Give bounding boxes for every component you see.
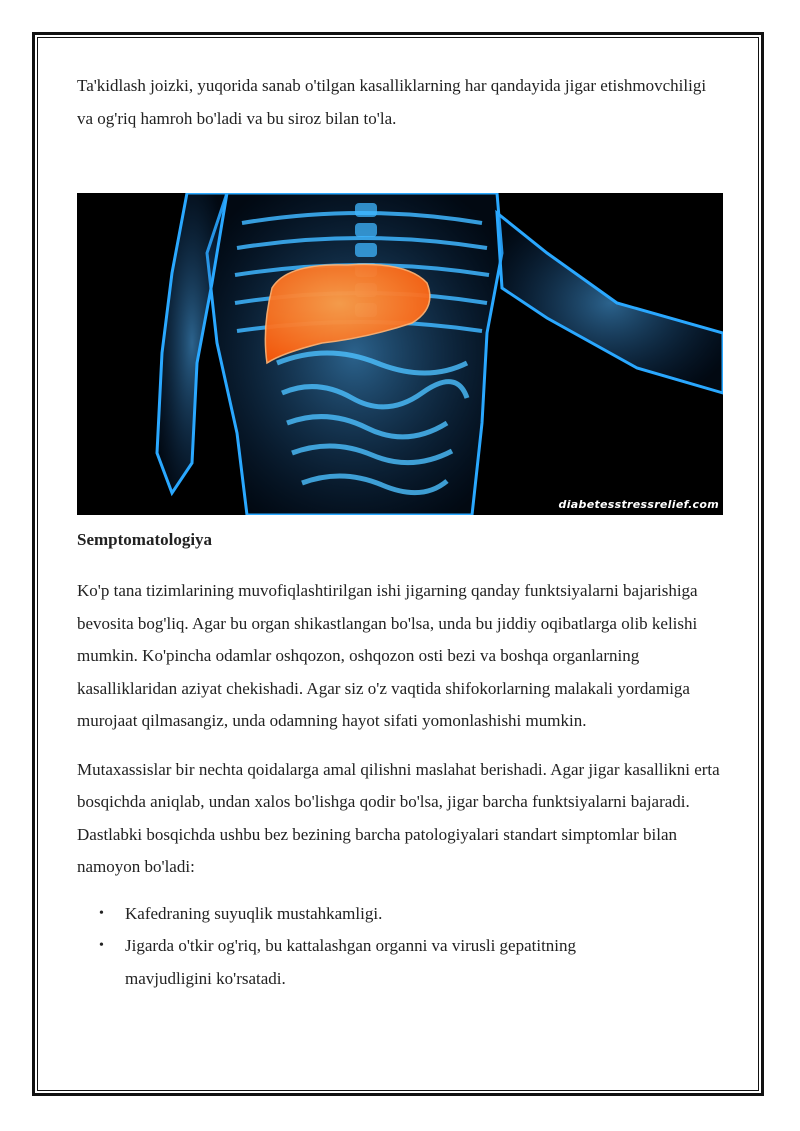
bullet-icon: • (99, 938, 104, 953)
body-paragraph-2: Mutaxassislar bir nechta qoidalarga amal qilishni maslahat berishadi. Agar jigar kasallikni erta bosqichda aniqlab, undan xalos bo'lishga qodir bo'lsa, jigar barcha funktsiyalarni bajaradi. Dastlabki bosqichda ushbu bez bezining barcha patologiyalari standart simptomlar bilan namoyon bo'ladi: (77, 759, 720, 876)
liver-anatomy-image (77, 193, 723, 515)
bullet-icon: • (99, 905, 104, 921)
symptom-list (77, 898, 725, 996)
section-heading: Semptomatologiya (77, 530, 213, 549)
body-paragraph-1: Ko'p tana tizimlarining muvofiqlashtirilgan ishi jigarning qanday funktsiyalarni bajarishiga bevosita bog'liq. Agar bu organ shikastlangan bo'lsa, unda bu jiddiy oqibatlarga olib kelishi mumkin. Ko'pincha odamlar oshqozon, oshqozon osti bezi va boshqa organlarning kasalliklaridan aziyat chekishadi. Agar siz o'z vaqtida shifokorlarning malakali yordamiga murojaat qilmasangiz, unda odamning hayot sifati yomonlashishi mumkin. (77, 581, 698, 730)
intro-paragraph: Ta'kidlash joizki, yuqorida sanab o'tilgan kasalliklarning har qandayida jigar etishmovchiligi va og'riq hamroh bo'ladi va bu siroz bilan to'la. (77, 76, 707, 128)
anatomy-illustration (77, 193, 723, 515)
list-item-text: Jigarda o'tkir og'riq, bu kattalashgan organni va virusli gepatitning mavjudligini ko'rsatadi. (125, 936, 577, 988)
list-item (77, 898, 645, 931)
image-watermark: diabetesstressrelief.com (558, 498, 719, 511)
document-content (77, 70, 725, 995)
list-item (77, 930, 645, 995)
list-item-text: Kafedraning suyuqlik mustahkamligi. (125, 903, 383, 923)
